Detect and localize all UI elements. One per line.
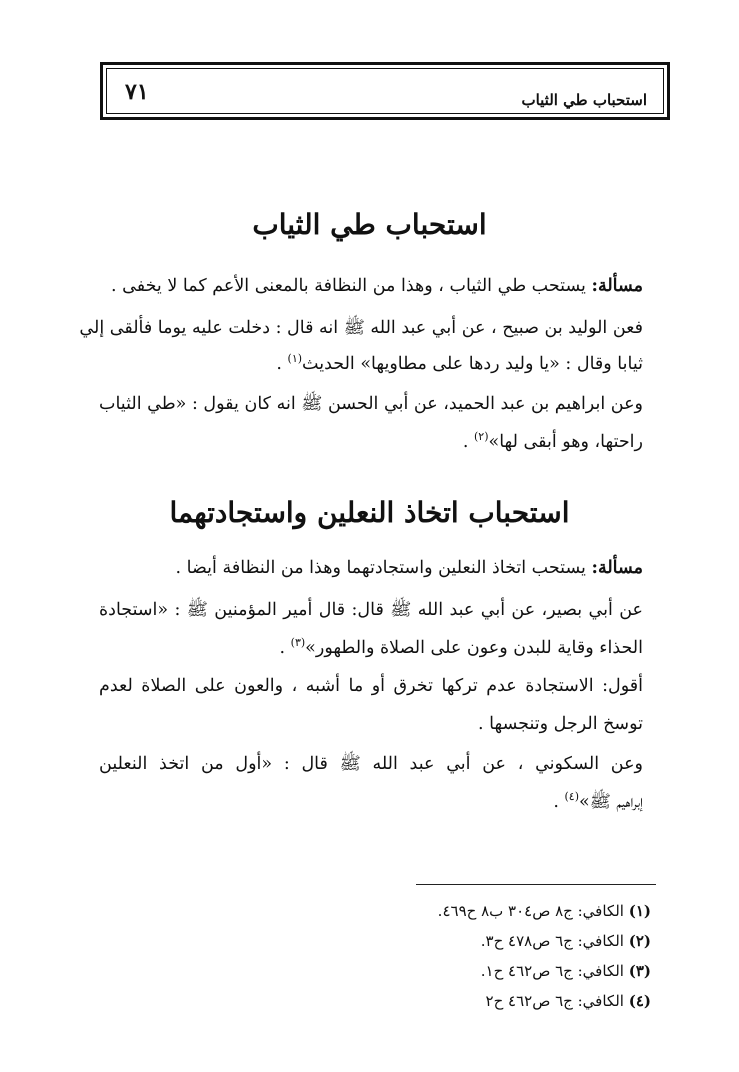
line-text: يستحب طي الثياب ، وهذا من النظافة بالمعنى الأعم كما لا يخفى .	[111, 276, 592, 296]
line-text: إبراهيم ﷺ»	[578, 792, 643, 812]
footnote	[251, 902, 651, 920]
footnote	[251, 962, 651, 980]
line-text: ثيابا وقال : «يا وليد ردها على مطاويها» الحديث	[302, 353, 643, 374]
footnote-number: (١)	[628, 902, 651, 920]
paragraph-line	[99, 676, 643, 696]
line-text: توسخ الرجل وتنجسها .	[478, 714, 643, 734]
paragraph-line	[99, 430, 643, 452]
line-text: أقول: الاستجادة عدم تركها تخرق أو ما أشبه ، والعون على الصلاة لعدم	[99, 676, 643, 696]
page-header	[106, 68, 664, 114]
paragraph-line	[99, 636, 643, 658]
line-text: فعن الوليد بن صبيح ، عن أبي عبد الله ﷺ انه قال : دخلت عليه يوما فألقى إلي	[79, 318, 643, 338]
running-title: استحباب طي الثياب	[521, 91, 647, 109]
line-text: وعن ابراهيم بن عبد الحميد، عن أبي الحسن ﷺ انه كان يقول : «طي الثياب	[99, 394, 643, 414]
footnote-number: (٤)	[628, 992, 651, 1010]
line-text: .	[279, 637, 291, 658]
paragraph-line	[99, 598, 643, 624]
paragraph-line	[99, 558, 643, 578]
line-text: .	[553, 792, 565, 812]
footnote-number: (٢)	[628, 932, 651, 950]
footnote-ref: (١)	[287, 352, 303, 365]
footnote-divider	[416, 884, 656, 885]
line-text: عن أبي بصير، عن أبي عبد الله ﷺ قال: قال أمير المؤمنين ﷺ : «استجادة	[99, 600, 643, 620]
paragraph-line	[99, 392, 643, 418]
footnote	[251, 992, 651, 1010]
section-title-folding-clothes: استحباب طي الثياب	[252, 208, 487, 241]
line-text: وعن السكوني ، عن أبي عبد الله ﷺ قال : «أول من اتخذ النعلين	[99, 754, 643, 774]
footnote	[251, 932, 651, 950]
line-text: .	[462, 431, 474, 452]
paragraph-line	[79, 316, 643, 342]
footnote-text: الكافي: ج٦ ص٤٧٨ ح٣.	[480, 932, 629, 950]
paragraph-line	[99, 714, 643, 734]
footnote-text: الكافي: ج٦ ص٤٦٢ ح١.	[480, 962, 629, 980]
footnote-ref: (٢)	[474, 430, 489, 443]
line-text: .	[276, 353, 288, 374]
footnote-ref: (٤)	[564, 790, 579, 804]
line-text: يستحب اتخاذ النعلين واستجادتهما وهذا من النظافة أيضا .	[175, 558, 592, 578]
footnote-number: (٣)	[628, 962, 651, 980]
paragraph-line	[99, 790, 643, 816]
issue-label: مسألة:	[591, 276, 643, 296]
section-title-sandals: استحباب اتخاذ النعلين واستجادتهما	[169, 496, 570, 529]
footnote-ref: (٣)	[290, 636, 306, 649]
paragraph-line	[99, 276, 643, 296]
paragraph-line	[99, 352, 643, 374]
issue-label: مسألة:	[591, 558, 643, 578]
footnote-text: الكافي: ج٦ ص٤٦٢ ح٢	[485, 992, 629, 1010]
footnote-text: الكافي: ج٨ ص٣٠٤ ب٨ ح٤٦٩.	[437, 902, 629, 920]
paragraph-line	[99, 752, 643, 778]
page-number: ٧١	[125, 79, 149, 105]
line-text: الحذاء وقاية للبدن وعون على الصلاة والطهور»	[305, 637, 643, 658]
page-header-frame	[100, 62, 670, 120]
line-text: راحتها، وهو أبقى لها»	[488, 431, 643, 452]
